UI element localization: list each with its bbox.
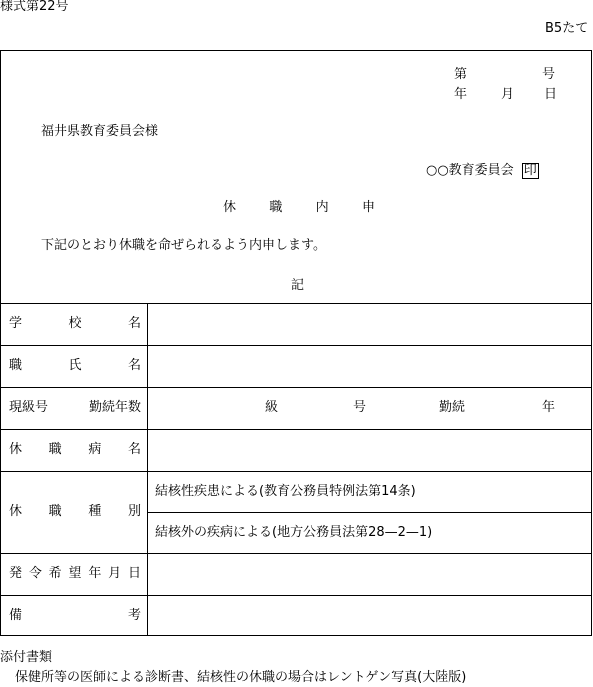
position-name-label: 職 氏 名 — [9, 358, 141, 373]
row-divider — [1, 345, 591, 346]
attachments-title: 添付書類 — [0, 650, 53, 665]
desired-date-label: 発 令 希 望 年 月 日 — [9, 566, 141, 581]
body-text: 下記のとおり休職を命ぜられるよう内申します。 — [41, 238, 326, 253]
day-label: 日 — [544, 87, 558, 102]
row-divider — [1, 595, 591, 596]
number-prefix: 第 — [454, 67, 468, 82]
number-suffix: 号 — [542, 67, 556, 82]
document-title: 休 職 内 申 — [223, 200, 375, 215]
sender-name: ○○教育委員会 — [426, 163, 514, 178]
addressee: 福井県教育委員会様 — [41, 124, 159, 139]
attachments-text: 保健所等の医師による診断書、結核性の休職の場合はレントゲン写真(大陸版) — [15, 670, 467, 685]
year-label: 年 — [454, 87, 468, 102]
grade-label: 現級号 勤続年数 — [9, 400, 141, 415]
leave-type-option-tuberculosis: 結核性疾患による(教育公務員特例法第14条) — [155, 484, 416, 499]
sender-block — [426, 163, 539, 179]
row-divider — [1, 387, 591, 388]
seal-stamp: 印 — [523, 163, 537, 178]
row-divider — [1, 471, 591, 472]
row-divider — [1, 553, 591, 554]
leave-type-label: 休 職 種 別 — [9, 504, 141, 519]
form-number: 様式第22号 — [0, 0, 69, 14]
paper-size: B5たて — [545, 21, 589, 36]
school-name-label: 学 校 名 — [9, 316, 141, 331]
form-frame — [0, 50, 592, 636]
grade-kinzoku: 勤続 — [439, 400, 466, 415]
grade-nen: 年 — [542, 400, 556, 415]
leave-type-option-other: 結核外の疾病による(地方公務員法第28—2—1) — [155, 525, 433, 540]
illness-name-label: 休 職 病 名 — [9, 442, 141, 457]
month-label: 月 — [501, 87, 515, 102]
column-divider — [147, 303, 148, 635]
row-divider-inner — [147, 512, 591, 513]
grade-go: 号 — [353, 400, 367, 415]
grade-kyu: 級 — [265, 400, 279, 415]
ki-label: 記 — [291, 278, 305, 293]
row-divider — [1, 429, 591, 430]
remarks-label: 備 考 — [9, 608, 141, 623]
row-divider — [1, 303, 591, 304]
